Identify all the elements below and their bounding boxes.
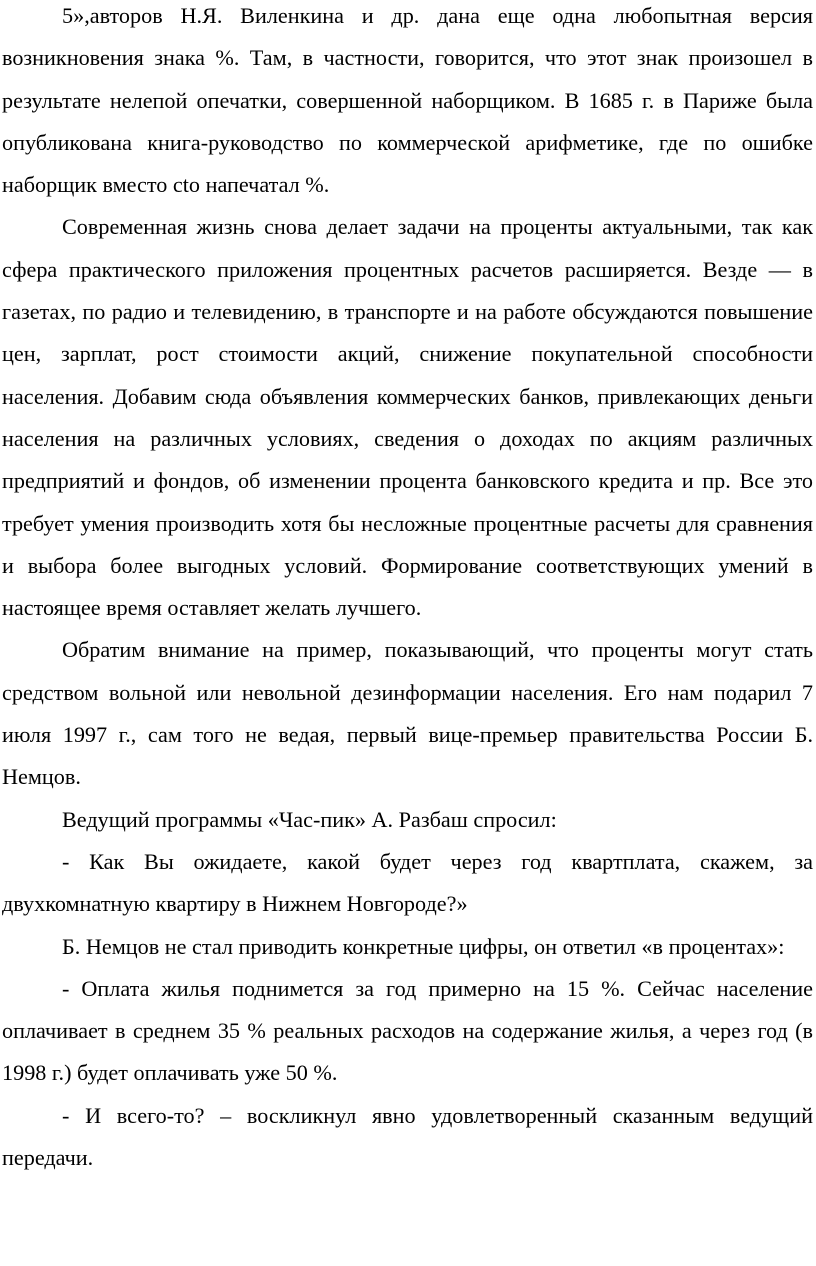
paragraph-nemtsov-answer-intro: Б. Немцов не стал приводить конкретные цифры, он ответил «в процентах»: <box>62 933 785 959</box>
paragraph-host-reply: - И всего-то? – воскликнул явно удовлетворенный сказанным ведущий передачи. <box>2 1102 813 1171</box>
paragraph-modern-life: Современная жизнь снова делает задачи на проценты актуальными, так как сфера практического приложения процентных расчетов расширяется. Везде — в газетах, по радио и телевидению, в транспорте и на работе обсуждаются повышение цен, зарплат, рост стоимости акций, снижение покупательной способности населения. Добавим сюда объявления коммерческих банков, привлекающих деньги населения на различных условиях, сведения о доходах по акциям различных предприятий и фондов, об изменении процента банковского кредита и пр. Все это требует умения производить хотя бы несложные процентные расчеты для сравнения и выбора более выгодных условий. Формирование соответствующих умений в настоящее время оставляет желать лучшего. <box>2 214 813 621</box>
paragraph-example-intro: Обратим внимание на пример, показывающий, что проценты могут стать средством вольной или невольной дезинформации населения. Его нам подарил 7 июля 1997 г., сам того не ведая, первый вице-премьер правительства России Б. Немцов. <box>2 637 813 790</box>
paragraph-nemtsov-answer: - Оплата жилья поднимется за год примерно на 15 %. Сейчас население оплачивает в среднем 35 % реальных расходов на содержание жилья, а через год (в 1998 г.) будет оплачивать уже 50 %. <box>2 975 813 1086</box>
paragraph-host-question-intro: Ведущий программы «Час-пик» А. Разбаш спросил: <box>62 806 557 832</box>
paragraph-host-question: - Как Вы ожидаете, какой будет через год квартплата, скажем, за двухкомнатную квартиру в Нижнем Новгороде?» <box>2 848 813 917</box>
paragraph-percent-origin: 5»,авторов Н.Я. Виленкина и др. дана еще одна любопытная версия возникновения знака %. Там, в частности, говорится, что этот знак произошел в результате нелепой опечатки, совершенной наборщиком. В 1685 г. в Париже была опубликована книга-руководство по коммерческой арифметике, где по ошибке наборщик вместо cto напечатал %. <box>2 3 813 198</box>
